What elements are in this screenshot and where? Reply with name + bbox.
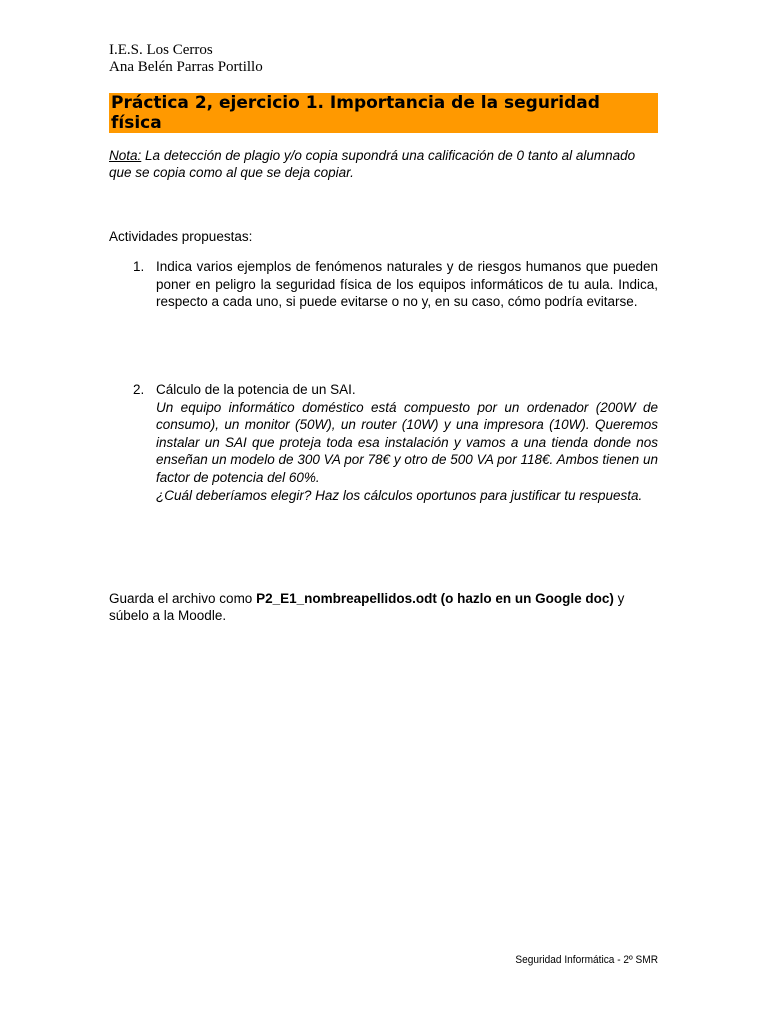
activity-question: ¿Cuál deberíamos elegir? Haz los cálculos oportunos para justificar tu respuesta.: [156, 487, 643, 503]
document-header: [109, 42, 263, 76]
author-name: Ana Belén Parras Portillo: [109, 59, 263, 75]
activity-item: [109, 258, 658, 311]
save-instructions: [109, 591, 658, 624]
note-text: La detección de plagio y/o copia supondrá una calificación de 0 tanto al alumnado que se copia como al que se deja copiar.: [109, 148, 636, 180]
activity-item: [109, 381, 658, 504]
page-footer: Seguridad Informática - 2º SMR: [515, 954, 658, 966]
save-filename: P2_E1_nombreapellidos.odt (o hazlo en un Google doc): [256, 591, 614, 606]
activities-heading: Actividades propuestas:: [109, 229, 253, 244]
title-banner: [109, 93, 658, 133]
page-title: Práctica 2, ejercicio 1. Importancia de la seguridad física: [111, 93, 600, 133]
activity-text: Indica varios ejemplos de fenómenos naturales y de riesgos humanos que pueden poner en peligro la seguridad física de los equipos informáticos de tu aula. Indica, respecto a cada uno, si puede evitarse o no y, en su caso, cómo podría evitarse.: [156, 259, 658, 310]
save-suffix: y súbelo a la Moodle.: [109, 591, 625, 623]
activity-number: 2.: [133, 382, 145, 397]
note-label: Nota:: [109, 148, 142, 163]
activity-number: 1.: [133, 259, 145, 274]
save-prefix: Guarda el archivo como: [109, 591, 257, 606]
activity-title: Cálculo de la potencia de un SAI.: [156, 382, 356, 397]
activity-description: Un equipo informático doméstico está compuesto por un ordenador (200W de consumo), un monitor (50W), un router (10W) y una impresora (10W). Queremos instalar un SAI que proteja toda esa instalación y vamos a una tienda donde nos enseñan un modelo de 300 VA por 78€ y otro de 500 VA por 118€. Ambos tienen un factor de potencia del 60%.: [156, 399, 658, 485]
plagiarism-note: [109, 147, 658, 181]
school-name: I.E.S. Los Cerros: [109, 42, 213, 58]
